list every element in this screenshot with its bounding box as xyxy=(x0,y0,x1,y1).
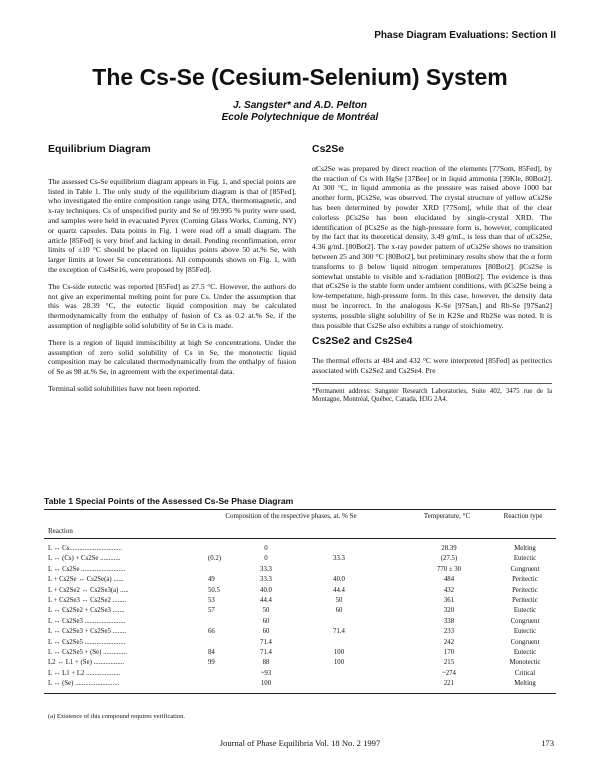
table-cell-c3: 50 xyxy=(335,596,343,604)
table-cell-c2: ~93 xyxy=(260,669,272,677)
author-block xyxy=(0,100,600,124)
table-cell-type: Eutectic xyxy=(513,628,537,636)
table-cell-type: Eutectic xyxy=(513,555,537,563)
table-cell-type: Eutectic xyxy=(513,648,537,656)
table-cell-c2: 88 xyxy=(262,659,270,667)
table-header-type: Reaction type xyxy=(503,512,543,520)
paragraph: αCs2Se was prepared by direct reaction of the elements [77Som, 85Fed], by the reaction of Cs with HgSe [37Bee] or in liquid ammonia [39Kle, 80Bot2]. At 300 °C, in liquid ammonia as the pressure was raised above 1000 bar another form, βCs2Se, was observed. The crystal structure of yellow αCs2Se has been determined by powder XRD [77Som], while that of the clear colorless βCs2Se has been elucidated by single-crystal XRD. The identification of βCs2Se as the high-pressure form is, however, complicated by the fact that its theoretical density, 3.49 g/mL, is less than that of αCs2Se, 4.36 g/mL [80Bot2]. The x-ray powder pattern of αCs2Se shows no transition between 25 and 300 °C [80Bot2], but preliminary results show that the α form transforms to β below liquid nitrogen temperatures [80Bot2]. βCs2Se is somewhat unstable to visible and x-radiation [80Bot2]. The evidence is thus that αCs2Se is the stable form under ambient conditions, with βCs2Se being a low-temperature, high-pressure form. In this case, however, the density data must be incorrect. In the analogous K-Se [97San,] and Rb-Se [97San2] systems, possible slight solubility of Se in K2Se and Rb2Se was noted. It is thus possible that Cs2Se also exhibits a range of stoichiometry. xyxy=(312,163,552,330)
table-row xyxy=(44,544,556,554)
table-cell-temp: 361 xyxy=(443,596,455,604)
table-cell-c2: 33.3 xyxy=(260,565,272,573)
table-cell-c2: 50 xyxy=(262,607,270,615)
table-cell-temp: 170 xyxy=(443,648,455,656)
table-row xyxy=(44,586,556,596)
table-cell-c2: 0 xyxy=(264,545,268,552)
table-cell-reaction: L + Cs2Se3 ↔ Cs2Se2 ........ xyxy=(48,596,127,604)
table-cell-c3: 33.3 xyxy=(333,555,345,563)
table-body xyxy=(44,544,556,689)
table-cell-type: Congruent xyxy=(510,638,540,646)
footnote: *Permanent address: Sangster Research Laboratories, Suite 402, 3475 rue de la Montagne, Montréal, Québec, Canada, H3G 2A4. xyxy=(312,383,552,405)
table-cell-c1: 84 xyxy=(208,648,215,656)
table-cell-reaction: L2 ↔ L1 + (Se) .................. xyxy=(48,659,125,667)
table-cell-c2: 33.3 xyxy=(260,576,272,584)
table-cell-c1: 53 xyxy=(208,596,215,604)
table-row xyxy=(44,679,556,689)
table-row xyxy=(44,575,556,585)
section-heading-cs2se: Cs2Se xyxy=(312,143,345,155)
table-row xyxy=(44,638,556,648)
table-cell-temp: 221 xyxy=(443,680,455,688)
table-cell-temp: 320 xyxy=(443,607,455,615)
section-heading-equilibrium: Equilibrium Diagram xyxy=(48,143,151,155)
running-header: Phase Diagram Evaluations: Section II xyxy=(374,30,556,41)
table-cell-temp: 338 xyxy=(443,617,455,625)
table-row xyxy=(44,669,556,679)
table-row xyxy=(44,617,556,627)
table-cell-temp: 28.39 xyxy=(441,545,457,552)
table-cell-reaction: L + Cs2Se ↔ Cs2Se(a) ...... xyxy=(48,576,124,584)
table-row xyxy=(44,606,556,616)
affiliation: Ecole Polytechnique de Montréal xyxy=(221,112,379,123)
table-row xyxy=(44,596,556,606)
table-rule-top xyxy=(44,509,556,510)
page-title: The Cs-Se (Cesium-Selenium) System xyxy=(92,64,508,90)
table-cell-type: Eutectic xyxy=(513,607,537,615)
paragraph: There is a region of liquid immiscibility at high Se concentrations. Under the assumption of zero solid solubility of Cs in Se, the monotectic liquid composition may be calculated thermodynamically from the enthalpy of fusion of Se as 98 at.% Se, in agreement with the experimental data. xyxy=(48,337,296,377)
page-number: 173 xyxy=(541,738,554,748)
table-cell-type: Melting xyxy=(514,545,536,552)
table-header-reaction: Reaction xyxy=(48,527,73,535)
table-cell-c1: 57 xyxy=(208,607,215,615)
table-title: Table 1 Special Points of the Assessed Cs-Se Phase Diagram xyxy=(44,496,294,506)
table-cell-c2: 60 xyxy=(262,628,270,636)
section-heading-cs2se2: Cs2Se2 and Cs2Se4 xyxy=(312,335,413,348)
table-cell-temp: 233 xyxy=(443,628,455,636)
table-row xyxy=(44,565,556,575)
table-header-composition: Composition of the respective phases, at. % Se xyxy=(225,512,357,520)
table-cell-c1: 49 xyxy=(208,576,215,584)
paragraph: Terminal solid solubilities have not been reported. xyxy=(48,383,201,393)
table-cell-c1: (0.2) xyxy=(208,555,222,563)
table-cell-c2: 44.4 xyxy=(260,596,272,604)
table-cell-c1: 66 xyxy=(208,628,215,636)
table-cell-reaction: L ↔ L1 + L2 .................... xyxy=(48,669,121,677)
table-cell-c3: 100 xyxy=(333,659,345,667)
table-cell-type: Monotectic xyxy=(509,659,541,667)
table-cell-temp: 484 xyxy=(443,576,455,584)
table-cell-reaction: L + Cs2Se2 ↔ Cs2Se3(a) ..... xyxy=(48,586,129,594)
journal-footer: Journal of Phase Equilibria Vol. 18 No. 2 1997 xyxy=(219,738,381,748)
table-row xyxy=(44,554,556,564)
table-cell-c3: 40.0 xyxy=(333,576,345,584)
table-cell-c2: 71.4 xyxy=(260,648,272,656)
table-cell-c3: 44.4 xyxy=(333,586,345,594)
table-cell-c3: 60 xyxy=(335,607,343,615)
table-cell-c2: 0 xyxy=(264,555,268,563)
table-cell-c2: 71.4 xyxy=(260,638,272,646)
table-cell-type: Congruent xyxy=(510,565,540,573)
table-row xyxy=(44,658,556,668)
table-cell-reaction: L ↔ Cs2Se3 + Cs2Se5 ........ xyxy=(48,628,127,636)
table-cell-reaction: L ↔ (Se) .......................... xyxy=(48,680,120,688)
table-cell-c2: 60 xyxy=(262,617,270,625)
table-cell-temp: ~274 xyxy=(442,669,456,677)
table-cell-c3: 71.4 xyxy=(333,628,345,636)
table-cell-temp: (27.5) xyxy=(440,555,458,563)
table-header-temperature: Temperature, °C xyxy=(423,512,471,520)
table-row xyxy=(44,627,556,637)
table-cell-type: Congruent xyxy=(510,617,540,625)
table-cell-c2: 100 xyxy=(260,680,272,688)
table-row xyxy=(44,648,556,658)
table-cell-type: Critical xyxy=(514,669,536,677)
authors: J. Sangster* and A.D. Pelton xyxy=(232,100,368,111)
table-note: (a) Existence of this compound requires verification. xyxy=(48,713,185,720)
table-cell-c1: 50.5 xyxy=(208,586,220,594)
table-cell-type: Peritectic xyxy=(512,586,538,594)
table-cell-temp: 770 ± 30 xyxy=(436,565,462,573)
paragraph: The Cs-side eutectic was reported [85Fed] as 27.5 °C. However, the authors do not give an experimental melting point for pure Cs. Under the assumption that this was 28.39 °C, the eutectic liquid composition may be calculated thermodynamically from the enthalpy of fusion of Cs as 0.2 at.% Se, if the assumption of negligible solid solubility of Se in Cs is made. xyxy=(48,281,296,330)
table-cell-temp: 215 xyxy=(443,659,455,667)
table-cell-type: Melting xyxy=(514,680,536,688)
table-cell-temp: 242 xyxy=(443,638,455,646)
table-cell-type: Peritectic xyxy=(512,576,538,584)
left-column xyxy=(48,145,296,401)
table-cell-reaction: L ↔ Cs2Se5 ........................ xyxy=(48,638,126,646)
table-cell-c2: 40.0 xyxy=(260,586,272,594)
paragraph: The assessed Cs-Se equilibrium diagram appears in Fig. 1, and special points are listed in Table 1. The only study of the equilibrium diagram is that of [85Fed], who investigated the entire composition range using DTA, thermomagnetic, and x-ray techniques. Cs of unspecified purity and Se of 99.995 % purity were used, and samples were held in evacuated Pyrex (Corning Glass Works, Corning, NY) or quartz capsules. Data points in Fig. 1 were read off a small diagram. The article [85Fed] is very brief and lacking in detail. Pending reconfirmation, error limits of ±10 °C should be placed on liquidus points above 50 at.% Se, with larger limits at lower Se concentrations. All compounds shown on Fig. 1, with the exception of Cs4Se16, were proposed by [85Fed]. xyxy=(48,176,296,274)
table-cell-reaction: L ↔ (Cs) + Cs2Se ............ xyxy=(48,555,121,563)
table-cell-reaction: L ↔ Cs2Se2 + Cs2Se3 ....... xyxy=(48,607,125,615)
table-cell-reaction: L ↔ Cs2Se .......................... xyxy=(48,565,126,573)
table-cell-reaction: L ↔ Cs2Se5 + (Se) .............. xyxy=(48,648,127,656)
table-cell-reaction: L ↔ Cs............................... xyxy=(48,545,122,552)
right-column xyxy=(312,145,552,405)
table-cell-type: Peritectic xyxy=(512,596,538,604)
table-rule-header xyxy=(44,538,556,539)
table-cell-temp: 432 xyxy=(443,586,455,594)
table-cell-c1: 99 xyxy=(208,659,215,667)
table-rule-bottom xyxy=(44,693,556,694)
table-cell-c3: 100 xyxy=(333,648,345,656)
paragraph: The thermal effects at 484 and 432 °C were interpreted [85Fed] as peritectics associated with Cs2Se2 and Cs2Se4. Pre xyxy=(312,356,552,375)
table-cell-reaction: L ↔ Cs2Se3 ........................ xyxy=(48,617,126,625)
